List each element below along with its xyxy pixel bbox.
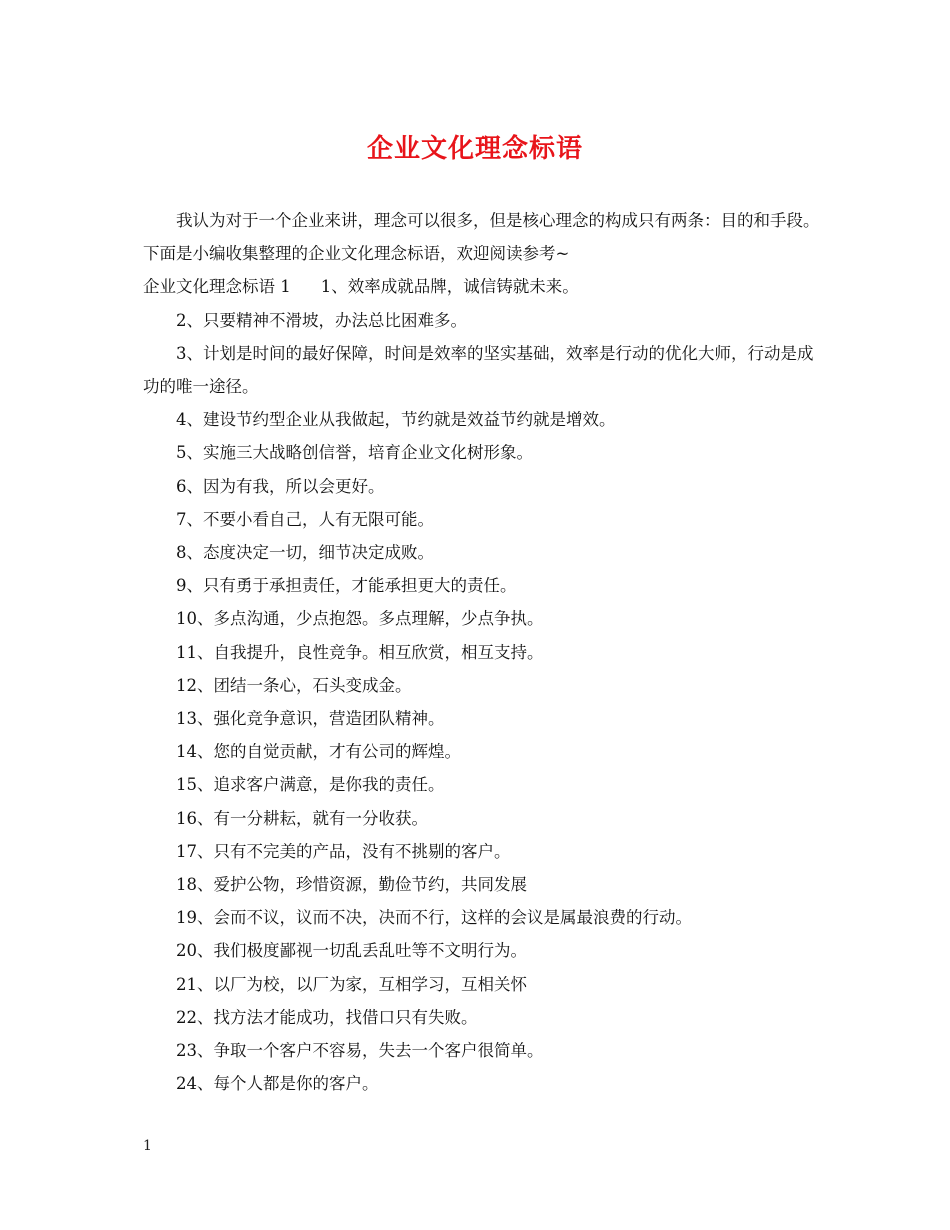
- list-item: 18、爱护公物，珍惜资源，勤俭节约，共同发展: [176, 875, 527, 895]
- list-item: 24、每个人都是你的客户。: [176, 1074, 379, 1094]
- page-number: 1: [143, 1138, 152, 1154]
- list-item: 9、只有勇于承担责任，才能承担更大的责任。: [176, 576, 517, 596]
- section-first-line: [143, 270, 823, 303]
- list-item: 23、争取一个客户不容易，失去一个客户很简单。: [176, 1041, 544, 1061]
- list-item: 20、我们极度鄙视一切乱丢乱吐等不文明行为。: [176, 941, 527, 961]
- list-item: 1、效率成就品牌，诚信铸就未来。: [320, 277, 579, 297]
- document-body: [143, 204, 823, 1100]
- list-item: 4、建设节约型企业从我做起，节约就是效益节约就是增效。: [176, 410, 616, 430]
- list-item: 19、会而不议，议而不决，决而不行，这样的会议是属最浪费的行动。: [176, 908, 692, 928]
- list-item: 12、团结一条心，石头变成金。: [176, 675, 412, 695]
- list-item: 10、多点沟通，少点抱怨。多点理解，少点争执。: [176, 609, 544, 629]
- list-item: 3、计划是时间的最好保障，时间是效率的坚实基础，效率是行动的优化大师，行动是成功的唯一途径。: [143, 343, 814, 397]
- list-item: 21、以厂为校，以厂为家，互相学习，互相关怀: [176, 974, 527, 994]
- list-item: 22、找方法才能成功，找借口只有失败。: [176, 1007, 478, 1027]
- list-item: 11、自我提升，良性竞争。相互欣赏，相互支持。: [176, 642, 544, 662]
- list-item: 5、实施三大战略创信誉，培育企业文化树形象。: [176, 443, 533, 463]
- list-item: 8、态度决定一切，细节决定成败。: [176, 543, 434, 563]
- list-item: 17、只有不完美的产品，没有不挑剔的客户。: [176, 841, 511, 861]
- list-item: 13、强化竞争意识，营造团队精神。: [176, 709, 445, 729]
- document-title: 企业文化理念标语: [366, 134, 583, 164]
- list-item: 7、不要小看自己，人有无限可能。: [176, 509, 434, 529]
- list-item: 16、有一分耕耘，就有一分收获。: [176, 808, 428, 828]
- intro-paragraph: 我认为对于一个企业来讲，理念可以很多，但是核心理念的构成只有两条：目的和手段。下面是小编收集整理的企业文化理念标语，欢迎阅读参考~: [143, 211, 820, 264]
- list-item: 15、追求客户满意，是你我的责任。: [176, 775, 445, 795]
- list-item: 14、您的自觉贡献，才有公司的辉煌。: [176, 742, 461, 762]
- list-item: 2、只要精神不滑坡，办法总比困难多。: [176, 310, 467, 330]
- list-item: 6、因为有我，所以会更好。: [176, 476, 385, 496]
- section-label: 企业文化理念标语 1: [143, 277, 291, 297]
